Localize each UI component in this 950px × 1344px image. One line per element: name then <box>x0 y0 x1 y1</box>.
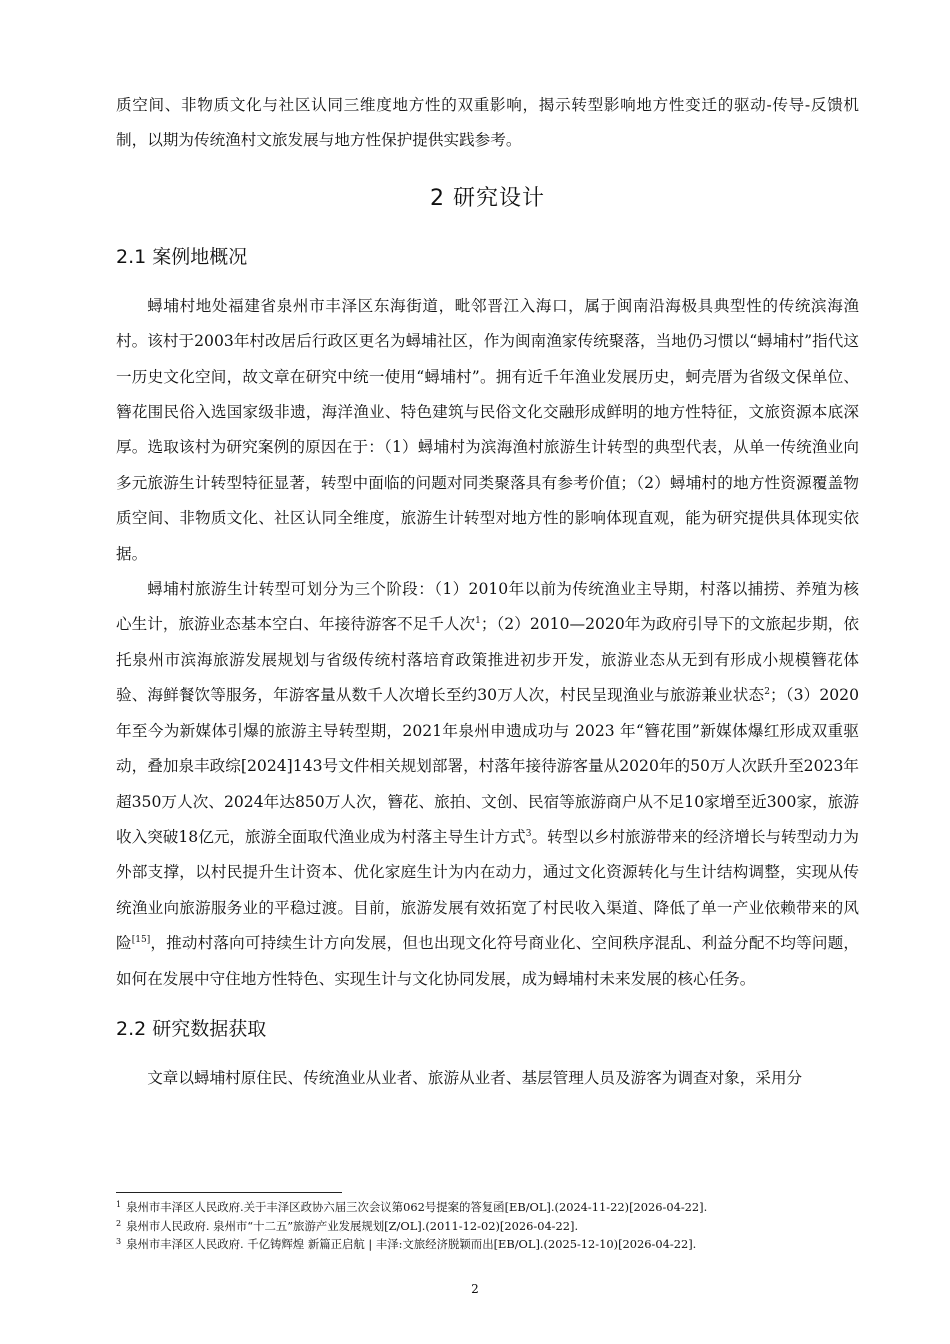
footnote-mark: 1 <box>116 1200 122 1209</box>
paper-page-body <box>116 88 859 1096</box>
footnote-item <box>116 1198 876 1217</box>
footnote-mark: 3 <box>116 1237 122 1246</box>
footnote-item <box>116 1217 876 1236</box>
footnote-mark: 2 <box>116 1218 122 1228</box>
case-site-paragraph-1: 蟳埔村地处福建省泉州市丰泽区东海街道，毗邻晋江入海口，属于闽南沿海极具典型性的传统滨海渔村。该村于2003年村改居后行政区更名为蟳埔社区，作为闽南渔家传统聚落，当地仍习惯以“蟳埔村”指代这一历史文化空间，故文章在研究中统一使用“蟳埔村”。拥有近千年渔业发展历史，蚵壳厝为省级文保单位、簪花围民俗入选国家级非遗，海洋渔业、特色建筑与民俗文化交融形成鲜明的地方性特征，文旅资源本底深厚。选取该村为研究案例的原因在于：（1）蟳埔村为滨海渔村旅游生计转型的典型代表，从单一传统渔业向多元旅游生计转型特征显著，转型中面临的问题对同类聚落具有参考价值；（2）蟳埔村的地方性资源覆盖物质空间、非物质文化、社区认同全维度，旅游生计转型对地方性的影响体现直观，能为研究提供具体现实依据。 <box>116 296 859 563</box>
paragraph-text-segment: ；（2）2010—2020年为政府引导下的文旅起步期，依托泉州市滨海旅游发展规划与省级传统村落培育政策推进初步开发，旅游业态从无到有形成小规模簪花体验、海鲜餐饮等服务，年游客量从数千人次增长至约30万人次，村民呈现渔业与旅游兼业状态 <box>116 615 859 705</box>
footnote-item <box>116 1235 876 1254</box>
section-heading-2-2: 2.2 研究数据获取 <box>116 1017 267 1040</box>
paragraph-text-segment: ，推动村落向可持续生计方向发展，但也出现文化符号商业化、空间秩序混乱、利益分配不均等问题，如何在发展中守住地方性特色、实现生计与文化协同发展，成为蟳埔村未来发展的核心任务。 <box>116 934 859 988</box>
chapter-heading: 2 研究设计 <box>430 185 545 211</box>
citation-ref-15[interactable]: [15] <box>131 935 151 946</box>
footnote-text: 泉州市丰泽区人民政府.关于丰泽区政协六届三次会议第062号提案的答复函[EB/OL].(2024-11-22)[2026-04-22]. <box>126 1200 708 1214</box>
footnote-ref-1[interactable]: 1 <box>475 616 481 627</box>
intro-paragraph: 质空间、非物质文化与社区认同三维度地方性的双重影响，揭示转型影响地方性变迁的驱动-传导-反馈机制，以期为传统渔村文旅发展与地方性保护提供实践参考。 <box>116 96 859 150</box>
page-number: 2 <box>471 1282 479 1296</box>
section-heading-2-1: 2.1 案例地概况 <box>116 245 248 268</box>
paragraph-text-segment: 。转型以乡村旅游带来的经济增长与转型动力为外部支撑，以村民提升生计资本、优化家庭生计为内在动力，通过文化资源转化与生计结构调整，实现从传统渔业向旅游服务业的平稳过渡。目前，旅游发展有效拓宽了村民收入渠道、降低了单一产业依赖带来的风险 <box>116 827 859 953</box>
footnote-text: 泉州市人民政府. 泉州市“十二五”旅游产业发展规划[Z/OL].(2011-12-02)[2026-04-22]. <box>126 1218 579 1233</box>
footnote-ref-3[interactable]: 3 <box>525 828 532 839</box>
footnotes <box>116 1198 876 1254</box>
footnote-ref-2[interactable]: 2 <box>764 687 770 698</box>
case-site-paragraph-2 <box>116 572 859 997</box>
data-collection-paragraph: 文章以蟳埔村原住民、传统渔业从业者、旅游从业者、基层管理人员及游客为调查对象，采用分 <box>147 1068 803 1087</box>
footnote-divider <box>116 1192 342 1193</box>
footnote-text: 泉州市丰泽区人民政府. 千亿铸辉煌 新篇正启航 | 丰泽:文旅经济脱颖而出[EB/OL].(2025-12-10)[2026-04-22]. <box>126 1237 697 1251</box>
paragraph-text-segment: ；（3）2020年至今为新媒体引爆的旅游主导转型期，2021年泉州申遗成功与 2023 年“簪花围”新媒体爆红形成双重驱动，叠加泉丰政综[2024]143号文件相关规划部署，村落年接待游客量从2020年的50万人次跃升至2023年超350万人次、2024年达850万人次，簪花、旅拍、文创、民宿等旅游商户从不足10家增至近300家，旅游收入突破18亿元，旅游全面取代渔业成为村落主导生计方式 <box>116 686 860 846</box>
paragraph-text-segment: 蟳埔村旅游生计转型可划分为三个阶段：（1）2010年以前为传统渔业主导期，村落以捕捞、养殖为核心生计，旅游业态基本空白、年接待游客不足千人次 <box>116 580 859 634</box>
